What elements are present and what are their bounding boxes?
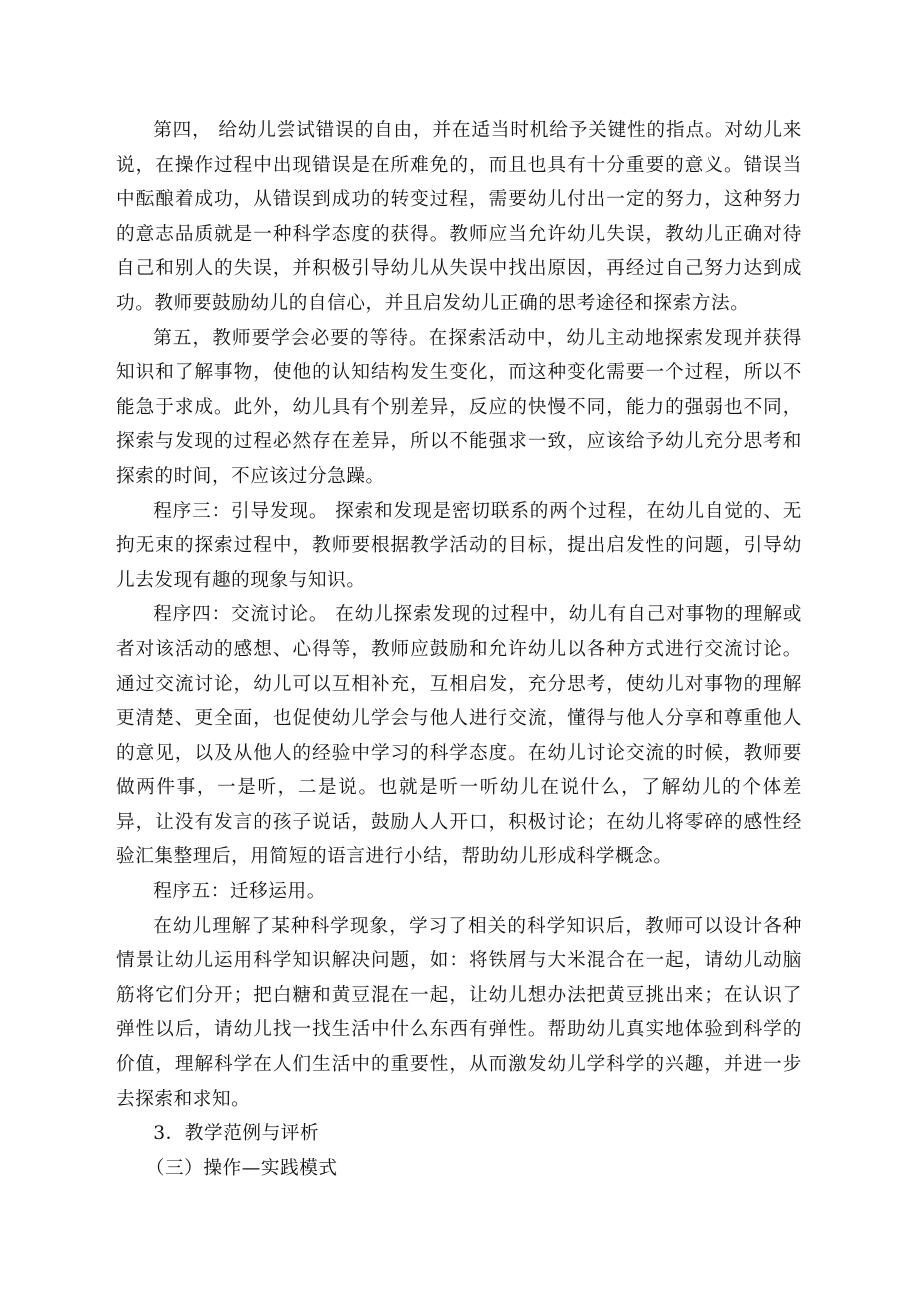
- document-body: [116, 114, 802, 1186]
- paragraph-fifth-point: 第五，教师要学会必要的等待。在探索活动中，幼儿主动地探索发现并获得知识和了解事物，使他的认知结构发生变化，而这种变化需要一个过程，所以不能急于求成。此外，幼儿具有个别差异，反应的快慢不同，能力的强弱也不同，探索与发现的过程必然存在差异，所以不能强求一致，应该给予幼儿充分思考和探索的时间，不应该过分急躁。: [116, 327, 802, 487]
- paragraph-procedure-four: 程序四：交流讨论。 在幼儿探索发现的过程中，幼儿有自己对事物的理解或者对该活动的感想、心得等，教师应鼓励和允许幼儿以各种方式进行交流讨论。通过交流讨论，幼儿可以互相补充，互相启发，充分思考，使幼儿对事物的理解更清楚、更全面，也促使幼儿学会与他人进行交流，懂得与他人分享和尊重他人的意见，以及从他人的经验中学习的科学态度。在幼儿讨论交流的时候，教师要做两件事，一是听，二是说。也就是听一听幼儿在说什么，了解幼儿的个体差异，让没有发言的孩子说话，鼓励人人开口，积极讨论；在幼儿将零碎的感性经验汇集整理后，用简短的语言进行小结，帮助幼儿形成科学概念。: [116, 604, 802, 868]
- paragraph-procedure-five-title: 程序五：迁移运用。: [153, 881, 326, 903]
- paragraph-procedure-five-body: 在幼儿理解了某种科学现象，学习了相关的科学知识后，教师可以设计各种情景让幼儿运用科学知识解决问题，如：将铁屑与大米混合在一起，请幼儿动脑筋将它们分开；把白糖和黄豆混在一起，让幼儿想办法把黄豆挑出来；在认识了弹性以后，请幼儿找一找生活中什么东西有弹性。帮助幼儿真实地体验到科学的价值，理解科学在人们生活中的重要性，从而激发幼儿学科学的兴趣，并进一步去探索和求知。: [116, 915, 802, 1110]
- section-heading-teaching-examples: 3．教学范例与评析: [153, 1123, 320, 1145]
- paragraph-procedure-three: 程序三：引导发现。 探索和发现是密切联系的两个过程，在幼儿自觉的、无拘无束的探索过程中，教师要根据教学活动的目标，提出启发性的问题，引导幼儿去发现有趣的现象与知识。: [116, 500, 802, 591]
- section-heading-operation-practice-model: （三）操作—实践模式: [145, 1157, 338, 1179]
- paragraph-fourth-point: 第四， 给幼儿尝试错误的自由，并在适当时机给予关键性的指点。对幼儿来说，在操作过程中出现错误是在所难免的，而且也具有十分重要的意义。错误当中酝酿着成功，从错误到成功的转变过程，需要幼儿付出一定的努力，这种努力的意志品质就是一种科学态度的获得。教师应当允许幼儿失误，教幼儿正确对待自己和别人的失误，并积极引导幼儿从失误中找出原因，再经过自己努力达到成功。教师要鼓励幼儿的自信心，并且启发幼儿正确的思考途径和探索方法。: [116, 120, 802, 314]
